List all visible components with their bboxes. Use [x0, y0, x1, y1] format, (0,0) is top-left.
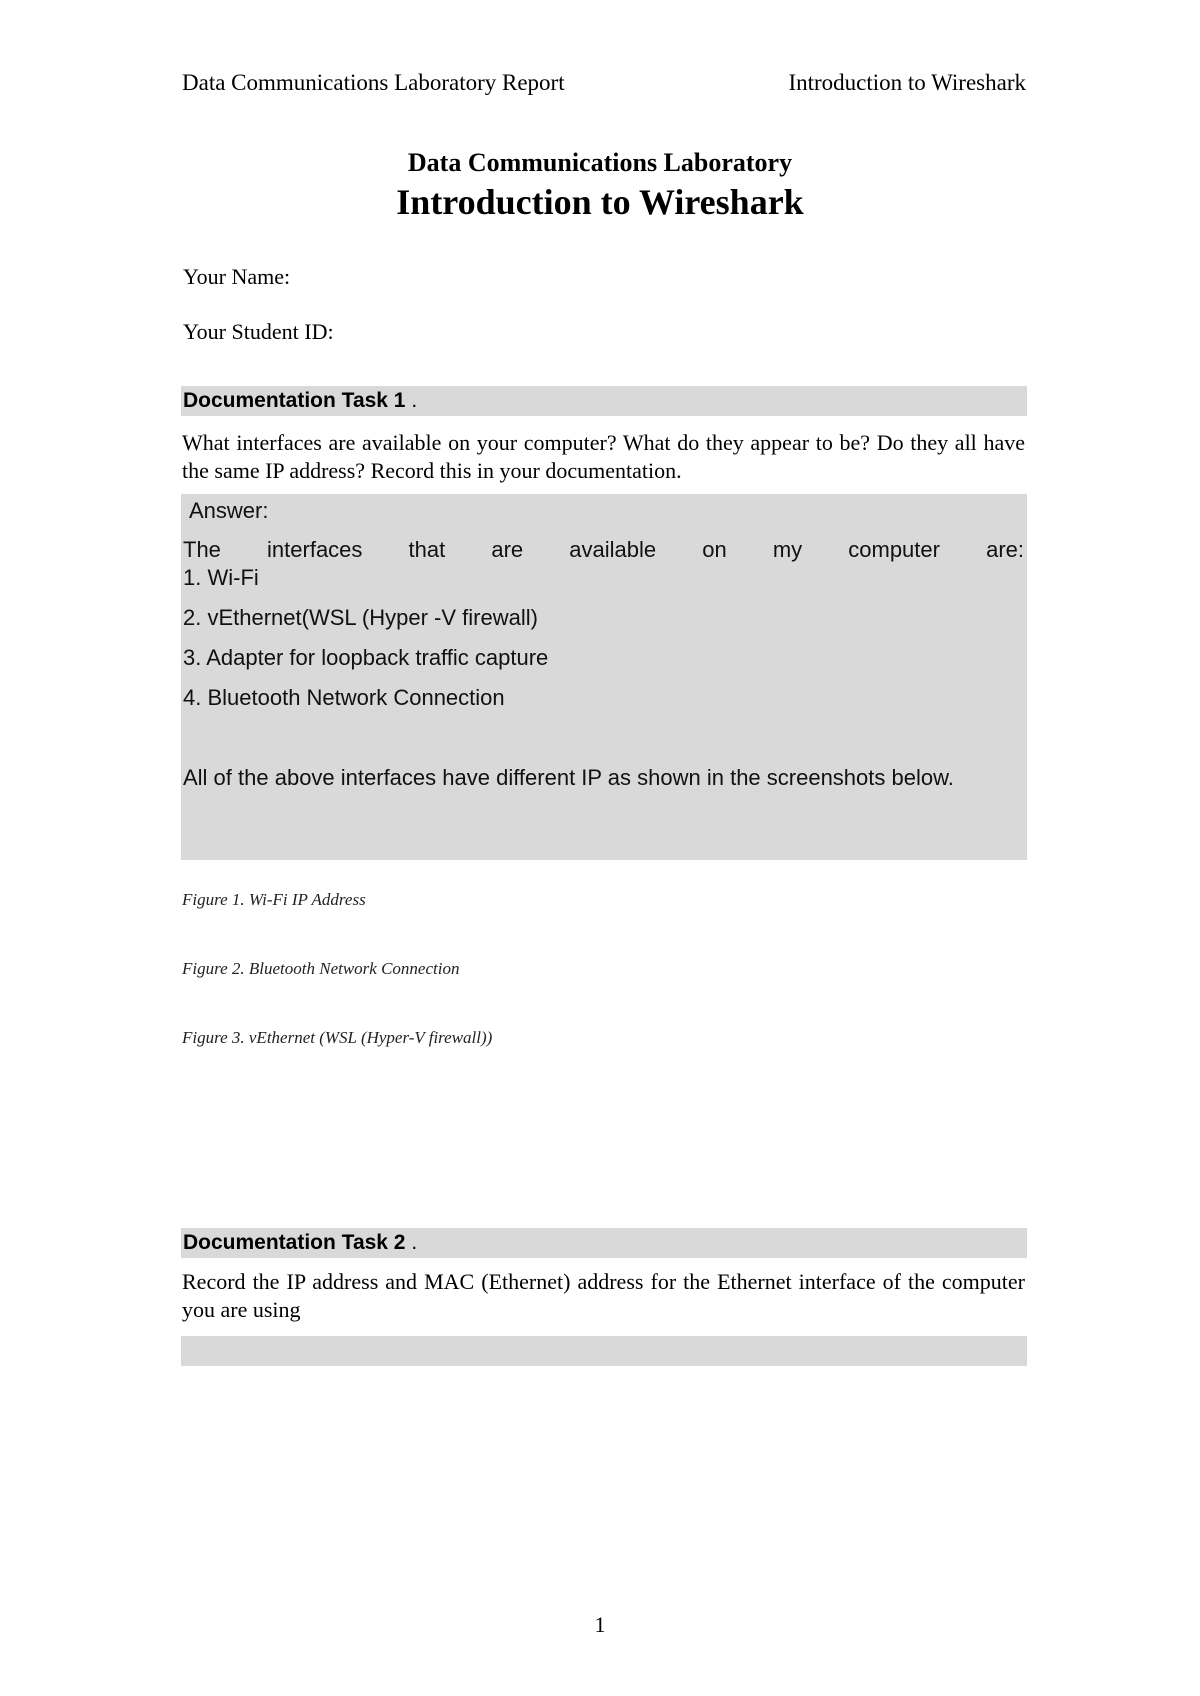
- answer-label: Answer:: [189, 498, 269, 523]
- figure-caption-2: Figure 2. Bluetooth Network Connection: [182, 959, 460, 978]
- task1-heading-bar: [181, 386, 1027, 416]
- task2-heading: Documentation Task 2: [183, 1231, 406, 1254]
- task2-heading-suffix: .: [411, 1231, 418, 1254]
- task2-heading-bar: [181, 1228, 1027, 1258]
- task1-answer-box[interactable]: [181, 494, 1027, 860]
- interface-item-loopback: 3. Adapter for loopback traffic capture: [183, 645, 549, 670]
- header-left: Data Communications Laboratory Report: [182, 70, 565, 95]
- running-header: [182, 70, 1026, 96]
- figure-caption-3: Figure 3. vEthernet (WSL (Hyper-V firewall)): [182, 1028, 493, 1047]
- document-title: [0, 146, 1200, 224]
- interface-item-vethernet: 2. vEthernet(WSL (Hyper -V firewall): [183, 605, 538, 630]
- task2-question: Record the IP address and MAC (Ethernet) address for the Ethernet interface of the computer you are using: [182, 1269, 1025, 1322]
- title-line-1: Data Communications Laboratory: [407, 148, 793, 177]
- name-field-label: Your Name:: [183, 264, 291, 289]
- figure-caption-1: Figure 1. Wi-Fi IP Address: [182, 890, 366, 909]
- header-right: Introduction to Wireshark: [788, 70, 1026, 95]
- answer-intro: The interfaces that are available on my computer are:: [183, 537, 1024, 562]
- answer-conclusion: All of the above interfaces have different IP as shown in the screenshots below.: [183, 765, 954, 790]
- task1-heading-suffix: .: [411, 389, 418, 412]
- task1-question: What interfaces are available on your computer? What do they appear to be? Do they all have the same IP address? Record this in your documentation.: [182, 430, 1025, 483]
- interface-item-bluetooth: 4. Bluetooth Network Connection: [183, 685, 505, 710]
- interface-item-wifi: 1. Wi-Fi: [183, 565, 259, 590]
- task2-answer-box[interactable]: [181, 1336, 1027, 1366]
- title-line-2: Introduction to Wireshark: [396, 182, 804, 222]
- student-id-field-label: Your Student ID:: [183, 319, 334, 344]
- task1-heading: Documentation Task 1: [183, 389, 406, 412]
- page-number: 1: [594, 1612, 606, 1637]
